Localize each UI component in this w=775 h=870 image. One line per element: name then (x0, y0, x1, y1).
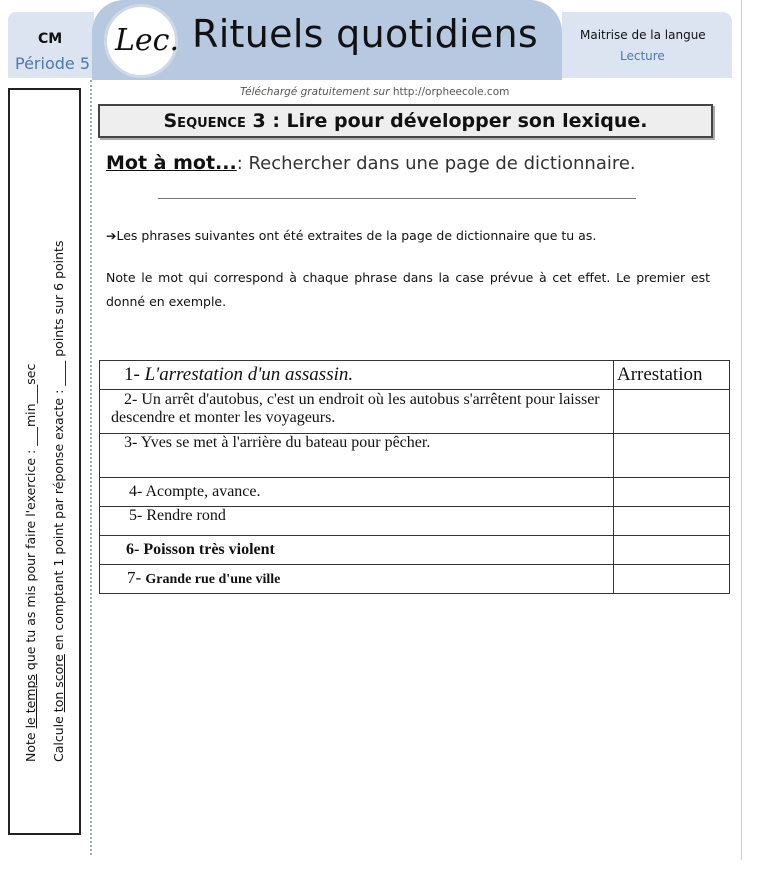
score-line (45, 162, 73, 762)
mot-desc: : Rechercher dans une page de dictionnaire. (236, 153, 636, 174)
answer-cell[interactable] (614, 507, 730, 536)
question-cell (100, 361, 614, 390)
table-row (100, 478, 730, 507)
answer-cell[interactable] (614, 536, 730, 565)
question-cell (100, 536, 614, 565)
exercise-table (99, 360, 730, 594)
answer-cell[interactable] (614, 434, 730, 478)
answer-cell[interactable] (614, 565, 730, 594)
header-level-panel (8, 12, 94, 78)
header-domain-panel (562, 12, 732, 78)
question-cell (100, 390, 614, 434)
time-line-c: que tu as mis pour faire l'exercice : ___min___sec (22, 363, 38, 674)
mot-label: Mot à mot... (106, 152, 237, 174)
question-text: Yves se met à l'arrière du bateau pour pêcher. (140, 434, 431, 451)
score-sidebar (8, 88, 81, 835)
question-text: Rendre rond (146, 507, 226, 524)
time-line-b: le temps (22, 673, 38, 728)
margin-dotted-line (90, 80, 92, 855)
answer-cell[interactable] (614, 478, 730, 507)
arrow-icon: ➔ (106, 228, 117, 243)
row-number: 5- (129, 507, 147, 524)
answer-cell[interactable] (614, 390, 730, 434)
question-text: Grande rue d'une ville (145, 572, 281, 587)
row-number: 6- (126, 541, 144, 558)
source-line (240, 86, 509, 98)
question-text: L'arrestation d'un assassin. (144, 364, 354, 385)
question-text: Acompte, avance. (145, 483, 261, 500)
source-link[interactable]: http://orpheecole.com (392, 86, 510, 98)
question-text: Poisson très violent (143, 541, 275, 558)
question-text: Un arrêt d'autobus, c'est un endroit où les autobus s'arrêtent pour laisser descendre et monter les voyageurs. (111, 391, 600, 426)
sequence-banner (98, 104, 713, 138)
row-number: 1- (124, 364, 145, 385)
subdomain-label: Lecture (620, 49, 665, 63)
table-row (100, 507, 730, 536)
separator-line (158, 198, 636, 199)
question-cell (100, 478, 614, 507)
mot-a-mot-heading (106, 152, 636, 174)
row-number: 3- (124, 434, 141, 451)
instruction-1 (106, 228, 596, 243)
sequence-text: : Lire pour développer son lexique. (265, 110, 648, 132)
domain-label: Maitrise de la langue (580, 28, 706, 42)
logo-badge (104, 4, 178, 78)
row-number: 2- (124, 391, 142, 408)
sidebar-text (17, 162, 73, 762)
table-row (100, 536, 730, 565)
instruction-2: Note le mot qui correspond à chaque phrase dans la case prévue à cet effet. Le premier est donné en exemple. (106, 270, 710, 309)
table-row (100, 361, 730, 390)
score-line-c: en comptant 1 point par réponse exacte : ____ points sur 6 points (50, 240, 66, 654)
row-number: 4- (129, 483, 146, 500)
instruction-1-text: Les phrases suivantes ont été extraites de la page de dictionnaire que tu as. (116, 228, 597, 243)
time-line-a: Note (22, 727, 38, 762)
score-line-b: ton score (50, 653, 66, 712)
question-cell (100, 434, 614, 478)
logo-text: Lec. (115, 23, 180, 58)
time-line (17, 162, 45, 762)
sequence-label: Sequence 3 (163, 110, 266, 132)
score-line-a: Calcule (50, 711, 66, 762)
answer-cell[interactable]: Arrestation (614, 361, 730, 390)
page-title: Rituels quotidiens (192, 12, 539, 56)
table-row (100, 390, 730, 434)
level-label: CM (38, 31, 63, 47)
row-number: 7- (127, 568, 146, 587)
table-row (100, 565, 730, 594)
question-cell (100, 507, 614, 536)
question-cell (100, 565, 614, 594)
source-prefix: Téléchargé gratuitement sur (240, 86, 390, 98)
table-row (100, 434, 730, 478)
right-margin-line (741, 0, 742, 860)
period-label: Période 5 (15, 54, 90, 73)
